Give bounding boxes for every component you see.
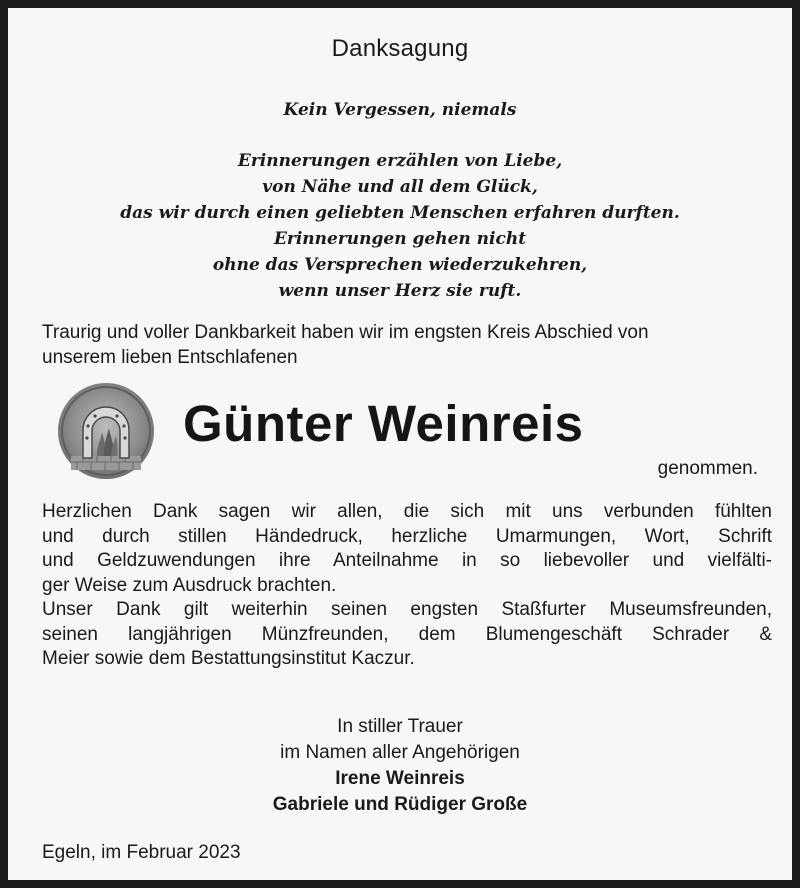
signature-name: Irene Weinreis [335, 768, 465, 789]
notice-title: Danksagung [331, 35, 469, 62]
poem-line: wenn unser Herz sie ruft. [278, 281, 522, 301]
intro-line: unserem lieben Entschlafenen [42, 346, 298, 368]
intro-paragraph [42, 321, 772, 370]
name-suffix: genommen. [657, 458, 758, 479]
poem-verse [8, 148, 792, 304]
thanks-paragraph [42, 500, 772, 672]
poem-heading [8, 97, 792, 123]
poem-line: ohne das Versprechen wiederzukehren, [212, 255, 588, 275]
poem-heading-line: Kein Vergessen, niemals [283, 100, 517, 120]
thanks-line: seinen langjährigen Münzfreunden, dem Blumengeschäft Schrader & [42, 623, 772, 645]
signature-name: Gabriele und Rüdiger Große [272, 794, 528, 815]
poem-line: Erinnerungen gehen nicht [273, 229, 527, 249]
poem-line: Erinnerungen erzählen von Liebe, [237, 151, 563, 171]
poem-line: das wir durch einen geliebten Menschen erfahren durften. [120, 203, 680, 223]
poem-line: von Nähe und all dem Glück, [262, 177, 538, 197]
thanks-line: und Geldzuwendungen ihre Anteilnahme in so liebevoller und vielfälti- [42, 550, 772, 571]
signature-line: In stiller Trauer [337, 716, 463, 737]
thanks-line: Unser Dank gilt weiterhin seinen engsten Staßfurter Museumsfreunden, [42, 599, 772, 620]
thanks-line: Meier sowie dem Bestattungsinstitut Kaczur. [42, 648, 415, 669]
thanks-line: Herzlichen Dank sagen wir allen, die sich mit uns verbunden fühlten [42, 501, 772, 522]
horseshoe-emblem-icon [57, 382, 155, 480]
signature-block [8, 714, 792, 818]
thanks-line: ger Weise zum Ausdruck brachten. [42, 574, 337, 596]
thanks-line: und durch stillen Händedruck, herzliche Umarmungen, Wort, Schrift [42, 525, 772, 547]
deceased-name: Günter Weinreis [183, 395, 584, 452]
place-date: Egeln, im Februar 2023 [42, 842, 241, 863]
signature-line: im Namen aller Angehörigen [280, 742, 520, 763]
intro-line: Traurig und voller Dankbarkeit haben wir im engsten Kreis Abschied von [42, 322, 649, 343]
